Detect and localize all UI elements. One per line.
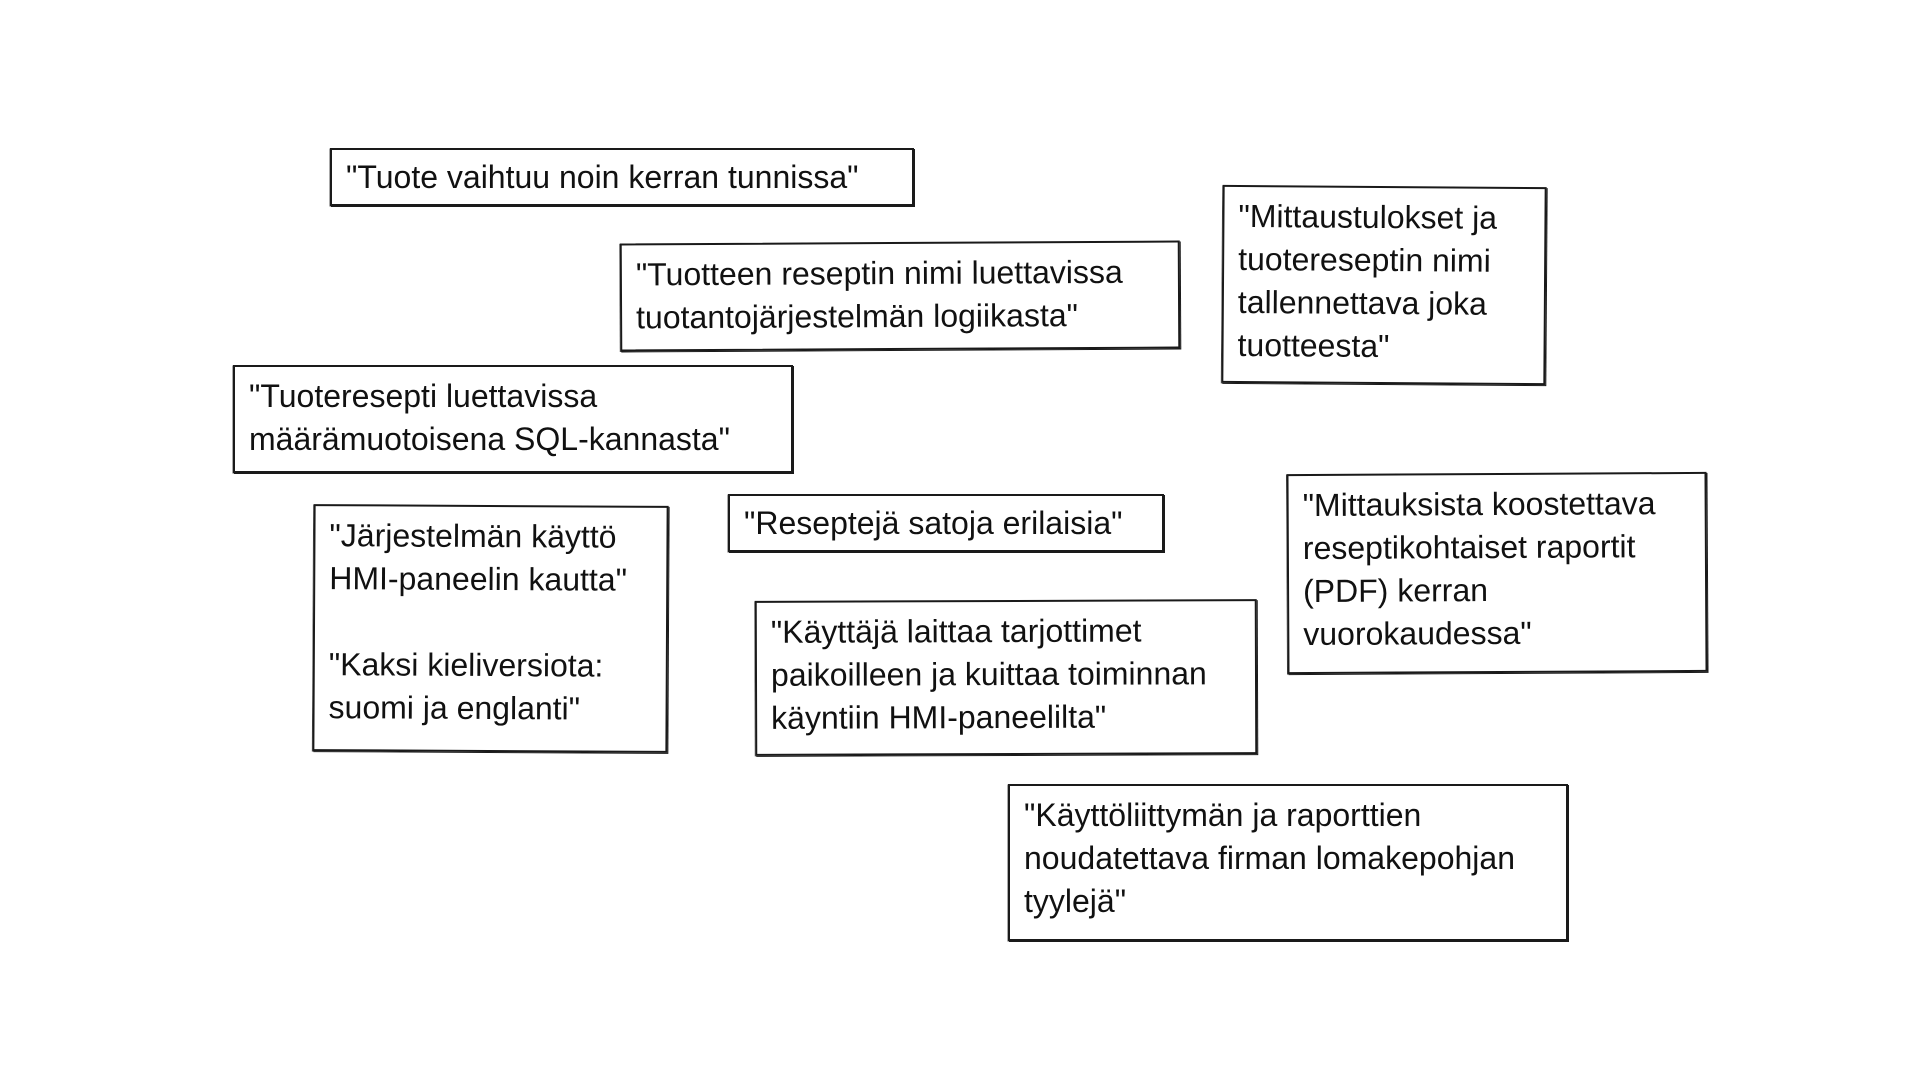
note-company-style: "Käyttöliittymän ja raporttien noudatettava firman lomakepohjan tyylejä": [1008, 784, 1568, 941]
note-store-measurements: "Mittaustulokset ja tuotereseptin nimi tallennettava joka tuotteesta": [1221, 185, 1546, 385]
note-hmi-and-languages: "Järjestelmän käyttö HMI-paneelin kautta" "Kaksi kieliversiota: suomi ja englanti": [312, 504, 668, 753]
note-recipe-from-sql: "Tuoteresepti luettavissa määrämuotoisena SQL-kannasta": [233, 365, 793, 473]
note-product-change-rate: "Tuote vaihtuu noin kerran tunnissa": [330, 148, 914, 206]
note-recipe-name-from-plc: "Tuotteen reseptin nimi luettavissa tuotantojärjestelmän logiikasta": [620, 241, 1181, 352]
note-daily-pdf-reports: "Mittauksista koostettava reseptikohtaiset raportit (PDF) kerran vuorokaudessa": [1286, 472, 1707, 674]
note-user-workflow: "Käyttäjä laittaa tarjottimet paikoilleen ja kuittaa toiminnan käyntiin HMI-paneelilta": [755, 599, 1258, 756]
note-recipe-count: "Reseptejä satoja erilaisia": [728, 494, 1164, 552]
